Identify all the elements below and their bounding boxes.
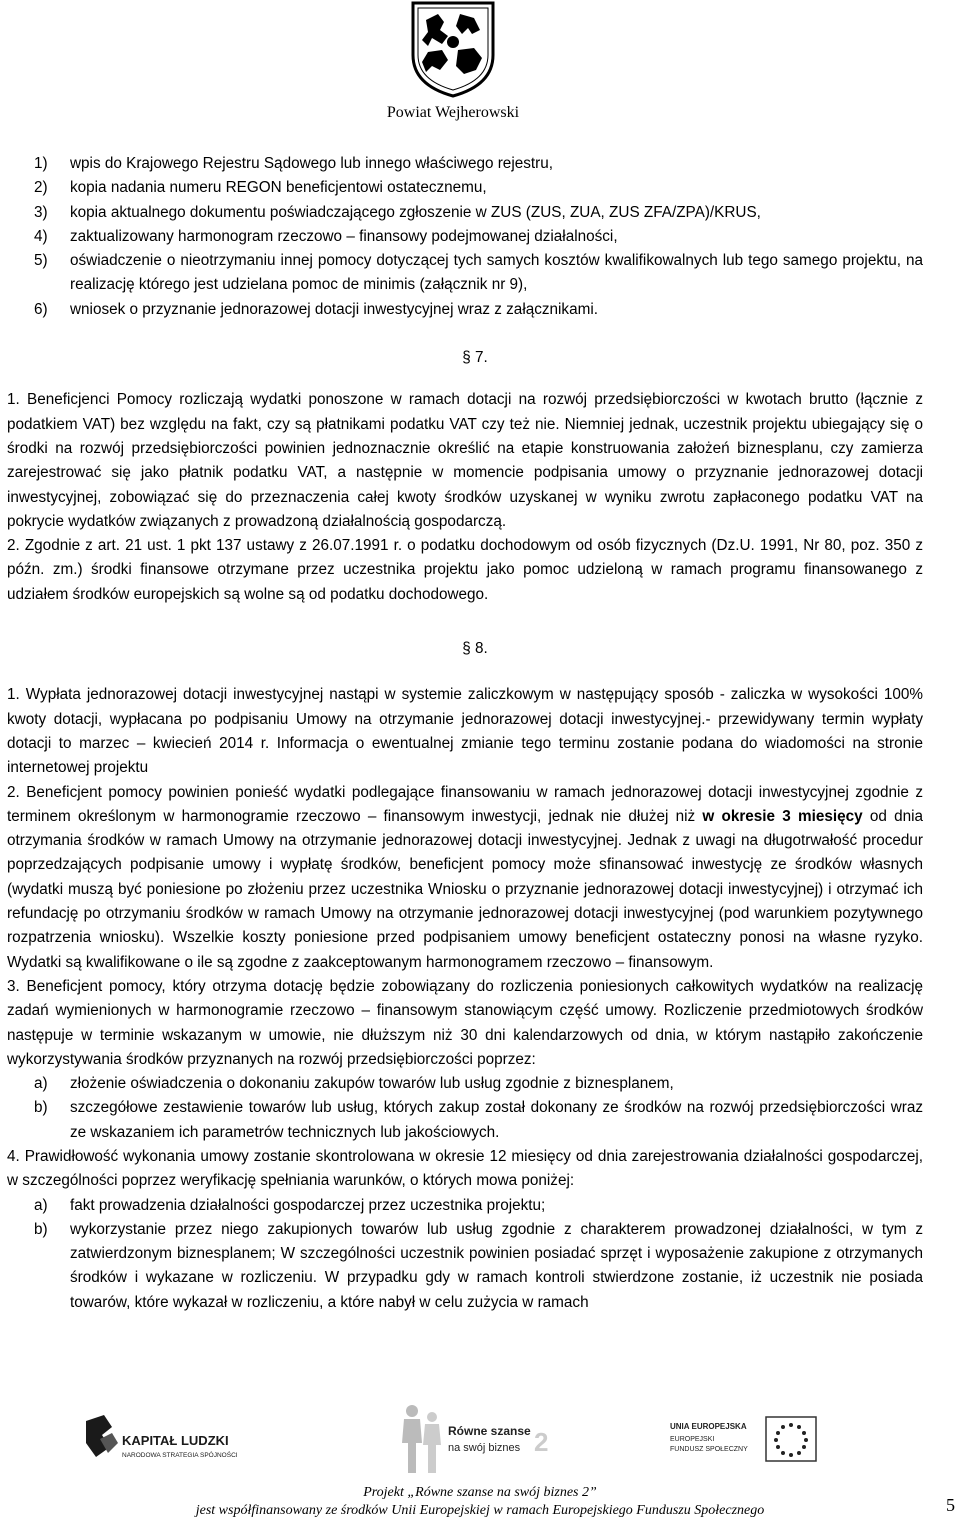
- logo-ue-title: UNIA EUROPEJSKA: [670, 1422, 747, 1431]
- list-item-text: wniosek o przyznanie jednorazowej dotacji inwestycyjnej wraz z załącznikami.: [70, 300, 598, 318]
- bold-term: w okresie 3 miesięcy: [702, 807, 863, 825]
- list-item-number: 6): [34, 300, 48, 318]
- list-item: [7, 201, 923, 225]
- list-item-number: 4): [34, 227, 48, 245]
- list-item: [7, 298, 923, 322]
- logo-kl-subtitle: NARODOWA STRATEGIA SPÓJNOŚCI: [122, 1452, 238, 1459]
- list-item-text: oświadczenie o nieotrzymaniu innej pomocy dotyczącej tych samych kosztów kwalifikowalnych lub tego samego projektu, na realizację którego jest udzielana pomoc de minimis (załącznik nr 9),: [70, 252, 923, 294]
- section-7-heading: § 7.: [462, 349, 488, 367]
- logo-kl-title: KAPITAŁ LUDZKI: [122, 1433, 229, 1448]
- list-item: [7, 152, 923, 176]
- section-8-paragraph-4: 4. Prawidłowość wykonania umowy zostanie skontrolowana w okresie 12 miesięcy od dnia zarejestrowania działalności gospodarczej, w szczególności poprzez weryfikację spełniania warunków, o których mowa poniżej:: [7, 1147, 923, 1190]
- logo-ue-line2: EUROPEJSKI: [670, 1436, 715, 1443]
- logo-ue-line3: FUNDUSZ SPOŁECZNY: [670, 1446, 748, 1453]
- rowne-szanse-logo: [398, 1403, 558, 1479]
- logo-rs-title: Równe szanse: [448, 1424, 531, 1438]
- list-item-text: zaktualizowany harmonogram rzeczowo – finansowy podejmowanej działalności,: [70, 227, 618, 245]
- list-item-text: kopia nadania numeru REGON beneficjentowi ostatecznemu,: [70, 179, 487, 197]
- footer-project-name: Projekt „Równe szanse na swój biznes 2”: [363, 1485, 597, 1500]
- list-item-number: 5): [34, 252, 48, 270]
- list-item-text: szczegółowe zestawienie towarów lub usług, których zakup został dokonany ze środków na rozwój przedsiębiorczości wraz ze wskazaniem ich parametrów technicznych lub jakościowych.: [70, 1099, 923, 1141]
- section-8-paragraph-2: [7, 781, 923, 975]
- organization-name: Powiat Wejherowski: [386, 104, 520, 121]
- logo-rs-number: 2: [534, 1427, 549, 1457]
- list-item-text: złożenie oświadczenia o dokonaniu zakupów towarów lub usług zgodnie z biznesplanem,: [70, 1075, 674, 1093]
- footer-cofinancing-note: jest współfinansowany ze środków Unii Europejskiej w ramach Europejskiego Funduszu Społecznego: [195, 1503, 765, 1518]
- section-8-heading: § 8.: [462, 640, 488, 658]
- logo-rs-subtitle: na swój biznes: [448, 1442, 521, 1454]
- list-item: [7, 249, 923, 298]
- coat-of-arms-logo: [408, 0, 498, 98]
- list-item-number: b): [34, 1099, 48, 1117]
- attachments-list: [7, 152, 923, 322]
- list-item-text: wykorzystanie przez niego zakupionych towarów lub usług zgodnie z charakterem prowadzonej działalności, w tym z zatwierdzonym biznesplanem; W szczególności uczestnik powinien posiadać sprzęt i wyposażenie zakupione z otrzymanych środków i wykazane w rozliczeniu. W przypadku gdy w ramach kontroli stwierdzone zostanie, iż uczestnik nie posiada towarów, które wykazał w rozliczeniu, a które nabył w celu zużycia w ramach: [70, 1220, 923, 1311]
- kapital-ludzki-logo: [82, 1413, 262, 1465]
- list-item-number: 2): [34, 179, 48, 197]
- paragraph-text: 2. Beneficjent pomocy powinien ponieść wydatki podlegające finansowaniu w ramach jednorazowej dotacji inwestycyjnej zgodnie z terminem określonym w harmonogramie rzeczowo – finansowym inwestycji, jednak nie dłużej niż: [7, 783, 923, 825]
- list-item-number: 1): [34, 155, 48, 172]
- eu-social-fund-logo: [668, 1415, 818, 1467]
- list-item: [7, 1072, 923, 1096]
- page-footer: [0, 1395, 960, 1519]
- section-7-paragraph-2: 2. Zgodnie z art. 21 ust. 1 pkt 137 ustawy z 26.07.1991 r. o podatku dochodowym od osób fizycznych (Dz.U. 1991, Nr 80, poz. 350 z późn. zm.) środki finansowe otrzymane przez uczestnika projektu jako pomoc udzieloną w ramach programu finansowanego z udziałem środków europejskich są wolne są od podatku dochodowego.: [7, 537, 923, 603]
- page-header: [0, 0, 960, 130]
- list-item: [7, 176, 923, 200]
- page-number: 5: [946, 1495, 955, 1515]
- list-item: [7, 225, 923, 249]
- list-item-text: fakt prowadzenia działalności gospodarczej przez uczestnika projektu;: [70, 1196, 546, 1214]
- document-body: [7, 152, 923, 1315]
- section-8-paragraph-1: 1. Wypłata jednorazowej dotacji inwestycyjnej nastąpi w systemie zaliczkowym w następujący sposób - zaliczka w wysokości 100% kwoty dotacji, wypłacana po podpisaniu Umowy na otrzymanie jednorazowej dotacji inwestycyjnej.- przewidywany termin wypłaty dotacji to marzec – kwiecień 2014 r. Informacja o ewentualnej zmianie tego terminu zostanie podana do wiadomości na stronie internetowej projektu: [7, 686, 923, 777]
- list-item: [7, 1096, 923, 1145]
- list-item-text: kopia aktualnego dokumentu poświadczającego zgłoszenie w ZUS (ZUS, ZUA, ZUS ZFA/ZPA)/KRUS,: [70, 203, 761, 221]
- section-8-paragraph-3: 3. Beneficjent pomocy, który otrzyma dotację będzie zobowiązany do rozliczenia poniesionych całkowitych wydatków na realizację zadań wymienionych w harmonogramie rzeczowo – finansowym stanowiącym część umowy. Rozliczenie przedmiotowych środków następuje w terminie wskazanym w umowie, nie dłuższym niż 30 dni kalendarzowych od dnia, w którym nastąpiło zakończenie wykorzystywania środków przyznanych na rozwój przedsiębiorczości poprzez:: [7, 977, 923, 1068]
- list-item-number: b): [34, 1220, 48, 1238]
- list-item-number: a): [34, 1075, 48, 1093]
- section-7-paragraph-1: 1. Beneficjenci Pomocy rozliczają wydatki ponoszone w ramach dotacji na rozwój przedsiębiorczości w kwotach brutto (łącznie z podatkiem VAT) bez względu na fakt, czy są płatnikami podatku VAT czy też nie. Niemniej jednak, uczestnik projektu ubiegający się o środki na rozwój przedsiębiorczości powinien jednoznacznie określić na etapie konstruowania założeń biznesplanu, czy zamierza zarejestrować się jako płatnik podatku VAT, a następnie w momencie podpisania umowy o przyznanie jednorazowej dotacji inwestycyjnej, zobowiązać się do przeznaczenia całej kwoty środków uzyskanej w wyniku zwrotu zapłaconego podatku VAT na pokrycie wydatków związanych z prowadzoną działalnością gospodarczą.: [7, 391, 923, 530]
- paragraph-text: od dnia otrzymania środków w ramach Umowy na otrzymanie jednorazowej dotacji inwestycyjnej. Jednak z uwagi na długotrwałość procedur poprzedzających podpisanie umowy i wypłatę środków, beneficjent pomocy może sfinansować inwestycję ze środków własnych (wydatki muszą być poniesione po złożeniu przez uczestnika Wniosku o przyznanie jednorazowej dotacji inwestycyjnej) i otrzymać ich refundację po otrzymaniu środków w ramach Umowy na otrzymanie jednorazowej dotacji inwestycyjnej (pod warunkiem pozytywnego rozpatrzenia wniosku). Wszelkie koszty poniesione przed podpisaniem umowy beneficjent ostateczny ponosi na własne ryzyko. Wydatki są kwalifikowane o ile są zgodne z zaakceptowanym harmonogramem rzeczowo – finansowym.: [7, 807, 924, 971]
- list-item: [7, 1218, 923, 1315]
- list-item-text: wpis do Krajowego Rejestru Sądowego lub innego właściwego rejestru,: [70, 155, 553, 172]
- list-item: [7, 1194, 923, 1218]
- list-item-number: a): [34, 1196, 48, 1214]
- list-item-number: 3): [34, 203, 48, 221]
